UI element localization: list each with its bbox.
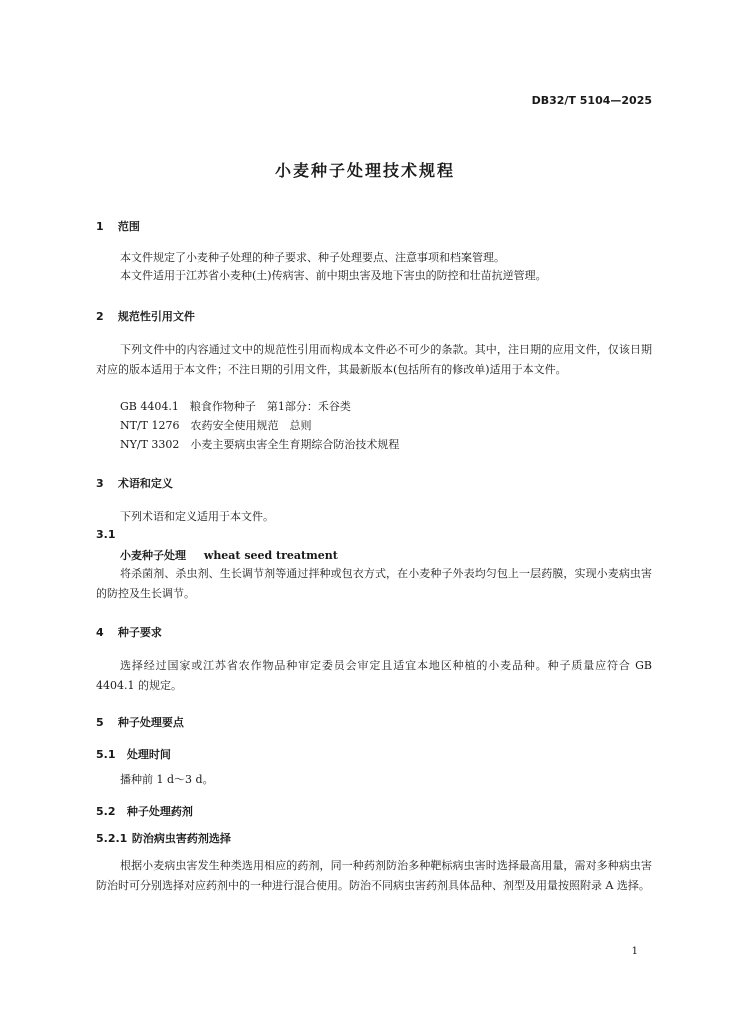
clause-number: 3.1	[96, 528, 116, 541]
section-number: 2	[96, 310, 104, 323]
subsection-5-2-1-heading	[96, 830, 231, 846]
section-number: 3	[96, 477, 104, 490]
subsection-5-2-heading	[96, 803, 193, 819]
section-title: 处理时间	[126, 748, 171, 761]
section-title: 种子要求	[117, 626, 162, 639]
reference-item: NY/T 3302 小麦主要病虫害全生育期综合防治技术规程	[120, 438, 400, 451]
section-number: 1	[96, 220, 104, 233]
reference-item: GB 4404.1 粮食作物种子 第1部分：禾谷类	[120, 400, 351, 413]
page-title: 小麦种子处理技术规程	[274, 161, 455, 180]
section-title: 规范性引用文件	[117, 310, 195, 323]
section-number: 5.1	[96, 748, 116, 761]
page-number: 1	[631, 946, 638, 957]
section-title: 种子处理要点	[117, 716, 184, 729]
paragraph: 选择经过国家或江苏省农作物品种审定委员会审定且适宜本地区种植的小麦品种。种子质量应符合 GB 4404.1 的规定。	[96, 659, 652, 692]
reference-item: NT/T 1276 农药安全使用规范 总则	[120, 419, 312, 432]
subsection-5-1-heading	[96, 746, 171, 762]
section-title: 术语和定义	[117, 477, 173, 490]
section-title: 种子处理药剂	[126, 805, 193, 818]
term-chinese: 小麦种子处理	[120, 549, 186, 562]
section-3-heading	[96, 475, 173, 491]
section-title: 防治病虫害药剂选择	[131, 832, 231, 845]
paragraph: 下列术语和定义适用于本文件。	[120, 510, 274, 523]
section-1-heading	[96, 218, 140, 234]
section-2-heading	[96, 308, 195, 324]
section-4-heading	[96, 624, 162, 640]
section-number: 5.2.1	[96, 832, 128, 845]
section-title: 范围	[117, 220, 140, 233]
paragraph: 本文件适用于江苏省小麦种(土)传病害、前中期虫害及地下害虫的防控和壮苗抗逆管理。	[120, 269, 547, 282]
term-english: wheat seed treatment	[203, 549, 338, 562]
section-5-heading	[96, 714, 184, 730]
paragraph: 下列文件中的内容通过文中的规范性引用而构成本文件必不可少的条款。其中，注日期的应用文件，仅该日期对应的版本适用于本文件；不注日期的引用文件，其最新版本(包括所有的修改单)适用于本文件。	[96, 343, 652, 376]
paragraph: 播种前 1 d～3 d。	[120, 773, 214, 786]
paragraph: 根据小麦病虫害发生种类选用相应的药剂，同一种药剂防治多种靶标病虫害时选择最高用量，需对多种病虫害防治时可分别选择对应药剂中的一种进行混合使用。防治不同病虫害药剂具体品种、剂型及用量按照附录 A 选择。	[96, 859, 652, 892]
section-number: 4	[96, 626, 104, 639]
doc-code: DB32/T 5104—2025	[531, 94, 652, 107]
section-number: 5.2	[96, 805, 116, 818]
term-definition: 将杀菌剂、杀虫剂、生长调节剂等通过拌种或包衣方式，在小麦种子外表均匀包上一层药膜，实现小麦病虫害的防控及生长调节。	[96, 567, 652, 600]
section-number: 5	[96, 716, 104, 729]
term-entry	[120, 547, 338, 563]
paragraph: 本文件规定了小麦种子处理的种子要求、种子处理要点、注意事项和档案管理。	[120, 251, 505, 264]
